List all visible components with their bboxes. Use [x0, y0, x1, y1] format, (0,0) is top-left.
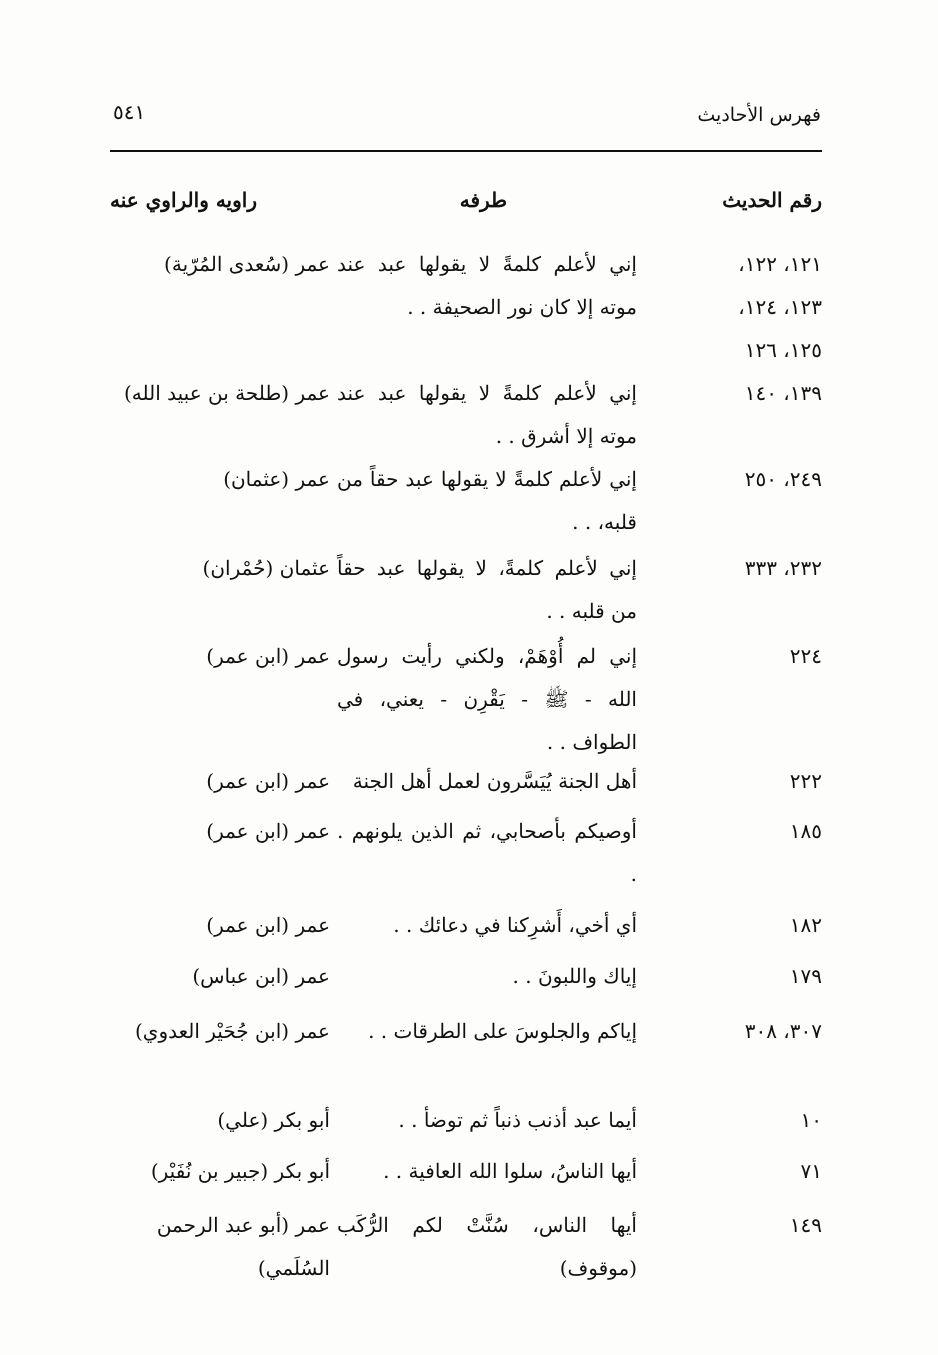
hadith-text: أيها الناسُ، سلوا الله العافية . .	[383, 1159, 637, 1183]
hadith-entry	[110, 635, 822, 760]
hadith-entry	[110, 760, 822, 810]
hadith-text: إني لأعلم كلمةً لا يقولها عبد حقاً من قلبه، . .	[337, 467, 637, 534]
hadith-entry	[110, 1204, 822, 1290]
hadith-entry	[110, 1010, 822, 1099]
hadith-text: إني لم أُوْهَمْ، ولكني رأيت رسول الله - ﷺ - يَقْرِن - يعني، في الطواف . .	[337, 644, 637, 754]
hadith-numbers: ١٨٥	[789, 819, 822, 843]
hadith-text: إني لأعلم كلمةً لا يقولها عبد عند موته إلا أشرق . .	[337, 381, 637, 448]
hadith-text: أيها الناس، سُنَّتْ لكم الرُّكَب (موقوف)	[337, 1213, 637, 1280]
hadith-narrator: عمر (ابن عباس)	[192, 964, 330, 988]
hadith-numbers: ٢٤٩، ٢٥٠	[744, 467, 822, 491]
hadith-entry	[110, 458, 822, 547]
hadith-entry	[110, 1150, 822, 1204]
running-header-title: فهرس الأحاديث	[697, 104, 821, 126]
hadith-text: أيما عبد أذنب ذنباً ثم توضأ . .	[398, 1108, 637, 1132]
hadith-narrator: عمر (عثمان)	[223, 467, 330, 491]
hadith-text: أوصيكم بأصحابي، ثم الذين يلونهم . .	[337, 819, 637, 886]
hadith-numbers: ٧١	[800, 1159, 822, 1183]
hadith-text: إياك واللبونَ . .	[512, 964, 637, 988]
hadith-narrator: عمر (ابن عمر)	[206, 913, 330, 937]
hadith-text: أي أخي، أَشرِكنا في دعائك . .	[393, 913, 637, 937]
hadith-entry	[110, 372, 822, 458]
hadith-entry	[110, 243, 822, 372]
hadith-narrator: أبو بكر (علي)	[217, 1108, 330, 1132]
hadith-narrator: عمر (ابن عمر)	[206, 819, 330, 843]
hadith-text: إني لأعلم كلمةً، لا يقولها عبد حقاً من قلبه . .	[337, 556, 637, 623]
hadith-narrator: عثمان (حُمْران)	[202, 556, 330, 580]
hadith-narrator: عمر (ابن عمر)	[206, 644, 330, 668]
column-header-narrator: راويه والراوي عنه	[110, 188, 257, 212]
column-header-text: طرفه	[459, 188, 507, 212]
header-rule	[110, 150, 822, 152]
hadith-entry	[110, 810, 822, 904]
hadith-narrator: عمر (طلحة بن عبيد الله)	[123, 381, 330, 405]
hadith-narrator: عمر (أبو عبد الرحمن السُلَمي)	[156, 1213, 330, 1280]
hadith-entry	[110, 904, 822, 955]
hadith-narrator: عمر (ابن عمر)	[206, 769, 330, 793]
hadith-text: إني لأعلم كلمةً لا يقولها عبد عند موته إلا كان نور الصحيفة . .	[337, 252, 637, 319]
hadith-index-list	[110, 243, 822, 1290]
hadith-numbers: ١٨٢	[789, 913, 822, 937]
hadith-numbers: ١٧٩	[789, 964, 822, 988]
hadith-numbers: ٢٣٢، ٣٣٣	[744, 556, 822, 580]
hadith-entry	[110, 955, 822, 1010]
hadith-entry	[110, 1099, 822, 1150]
hadith-numbers: ٣٠٧، ٣٠٨	[744, 1019, 822, 1043]
page-number: ٥٤١	[113, 100, 146, 124]
hadith-narrator: أبو بكر (جبير بن نُفَيْر)	[150, 1159, 330, 1183]
hadith-text: إياكم والجلوسَ على الطرقات . .	[368, 1019, 637, 1043]
hadith-numbers: ١٣٩، ١٤٠	[744, 381, 822, 405]
column-headers	[110, 188, 822, 228]
hadith-numbers: ٢٢٢	[789, 769, 822, 793]
hadith-text: أهل الجنة يُيَسَّرون لعمل أهل الجنة	[352, 769, 637, 793]
hadith-numbers: ٢٢٤	[789, 644, 822, 668]
hadith-numbers: ١٠	[800, 1108, 822, 1132]
hadith-entry	[110, 547, 822, 635]
hadith-numbers: ١٤٩	[789, 1213, 822, 1237]
column-header-number: رقم الحديث	[722, 188, 822, 212]
hadith-narrator: عمر (سُعدى المُرّية)	[164, 252, 330, 276]
hadith-narrator: عمر (ابن جُحَيْر العدوي)	[134, 1019, 330, 1043]
hadith-numbers: ١٢١، ١٢٢، ١٢٣، ١٢٤، ١٢٥، ١٢٦	[738, 252, 822, 362]
